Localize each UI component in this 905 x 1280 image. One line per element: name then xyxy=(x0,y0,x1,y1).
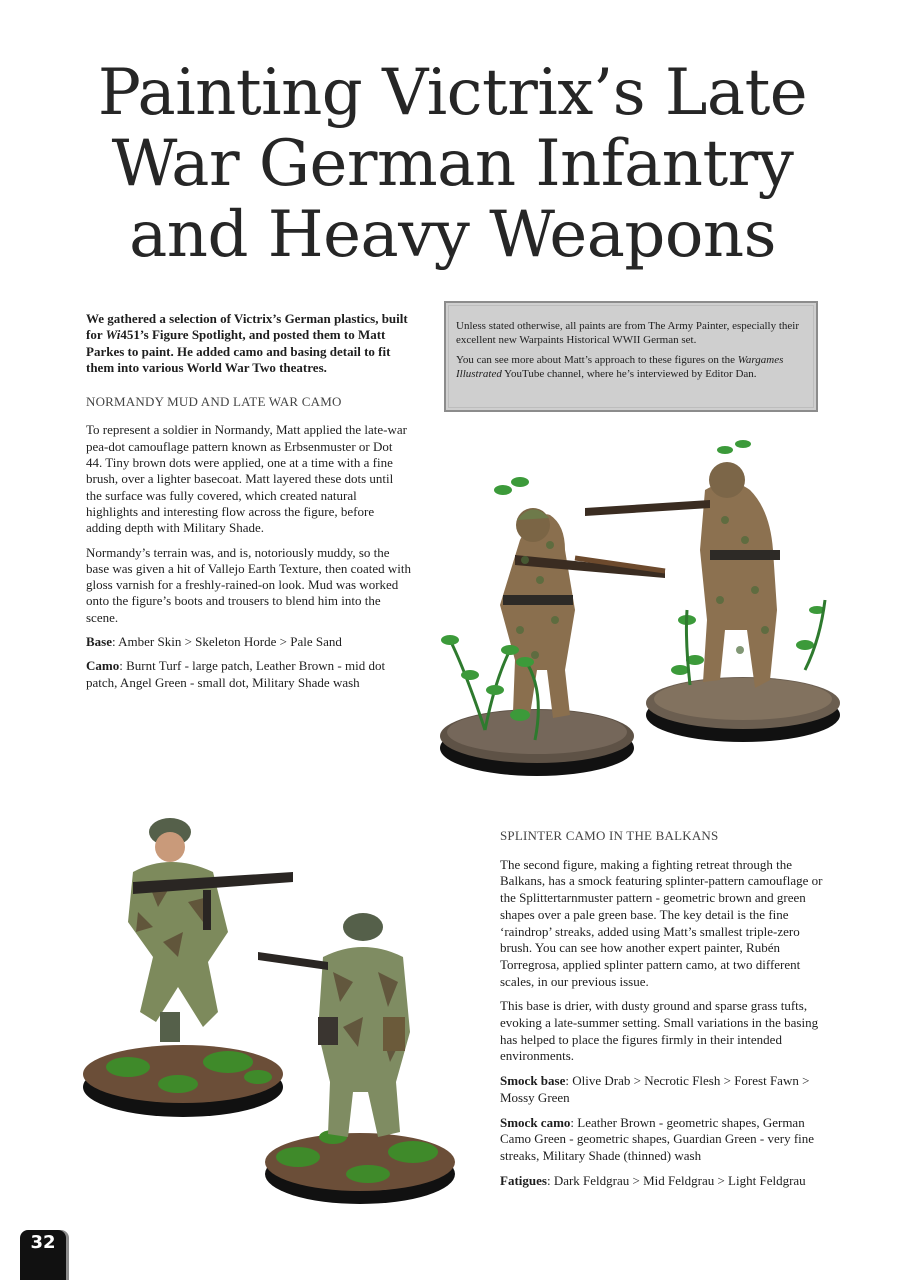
figure-photo-bottom xyxy=(78,812,463,1217)
right-column xyxy=(500,828,825,1197)
fatigues-text: : Dark Feldgrau > Mid Feldgrau > Light Feldgrau xyxy=(546,1172,806,1188)
info-magazine-name: Wargames Illustrated xyxy=(456,354,784,380)
smock-camo-label: Smock camo xyxy=(500,1114,571,1130)
title-line-3: and Heavy Weapons xyxy=(129,198,776,272)
base-label: Base xyxy=(86,634,112,650)
base-recipe xyxy=(86,634,411,650)
normandy-paragraph-2: Normandy’s terrain was, and is, notoriously muddy, so the base was given a hit of Vallejo Earth Texture, then coated with gloss varnish for a freshly-rained-on look. Mud was worked onto the figure’s boots and trousers to blend him into the scene. xyxy=(86,544,411,625)
base-text: : Amber Skin > Skeleton Horde > Pale Sand xyxy=(112,634,342,650)
intro-text-c: 451’s Figure Spotlight, and posted them to Matt Parkes to paint. He added camo and basing detail to fit them into various World War Two theatres. xyxy=(86,327,391,375)
info-paragraph-2 xyxy=(456,354,806,381)
page-number: 32 xyxy=(20,1230,66,1280)
camo-label: Camo xyxy=(86,658,120,674)
info-box xyxy=(444,301,818,412)
smock-base-recipe xyxy=(500,1073,825,1106)
section-heading-balkans: SPLINTER CAMO IN THE BALKANS xyxy=(500,828,719,843)
info-paragraph-1: Unless stated otherwise, all paints are from The Army Painter, especially their excellent new Warpaints Historical WWII German set. xyxy=(456,320,800,346)
fatigues-label: Fatigues xyxy=(500,1172,547,1188)
smock-base-text: : Olive Drab > Necrotic Flesh > Forest Fawn > Mossy Green xyxy=(500,1073,810,1105)
smock-camo-recipe xyxy=(500,1115,825,1165)
title-line-1: Painting Victrix’s Late xyxy=(97,56,808,130)
info-text-a: You can see more about Matt’s approach to these figures on the xyxy=(456,354,738,366)
smock-camo-text: : Leather Brown - geometric shapes, German Camo Green - geometric shapes, Guardian Green - very fine streaks, Military Shade (thinned) wash xyxy=(500,1114,815,1163)
camo-recipe xyxy=(86,658,411,691)
camo-text: : Burnt Turf - large patch, Leather Brown - mid dot patch, Angel Green - small dot, Military Shade wash xyxy=(86,658,386,690)
section-heading-normandy: NORMANDY MUD AND LATE WAR CAMO xyxy=(86,394,342,410)
intro-text-italic: Wi xyxy=(105,327,121,343)
figure-photo-top xyxy=(425,430,845,785)
info-text-b: YouTube channel, where he’s interviewed by Editor Dan. xyxy=(501,367,757,380)
page-title xyxy=(20,58,885,271)
balkans-paragraph-1: The second figure, making a fighting retreat through the Balkans, has a smock featuring splinter-pattern camouflage or the Splittertarnmuster pattern - geometric brown and green shapes over a pale green base. The key detail is the fine ‘raindrop’ streaks, added using Matt’s smallest triple-zero brush. You can see how another expert painter, Rubén Torregrosa, applied splinter pattern camo, at two different scales, in our previous issue. xyxy=(500,856,823,989)
intro-text-a: We gathered a selection of Victrix’s German plastics, built for xyxy=(86,311,408,343)
normandy-paragraph-1: To represent a soldier in Normandy, Matt applied the late-war pea-dot camouflage pattern known as Erbsenmuster or Dot 44. Tiny brown dots were applied, one at a time with a fine brush, over a lighter basecoat. Matt layered these dots until the surface was fully covered, which created natural highlights and interesting flow across the figure, before adding depth with Military Shade. xyxy=(86,422,407,536)
intro-paragraph xyxy=(86,311,411,376)
title-line-2: War German Infantry xyxy=(111,127,794,201)
smock-base-label: Smock base xyxy=(500,1073,566,1089)
balkans-paragraph-2: This base is drier, with dusty ground and sparse grass tufts, evoking a late-summer setting. Small variations in the basing has helped to place the figures firmly in their intended environments. xyxy=(500,998,819,1064)
left-column xyxy=(86,311,411,699)
fatigues-recipe xyxy=(500,1173,825,1190)
